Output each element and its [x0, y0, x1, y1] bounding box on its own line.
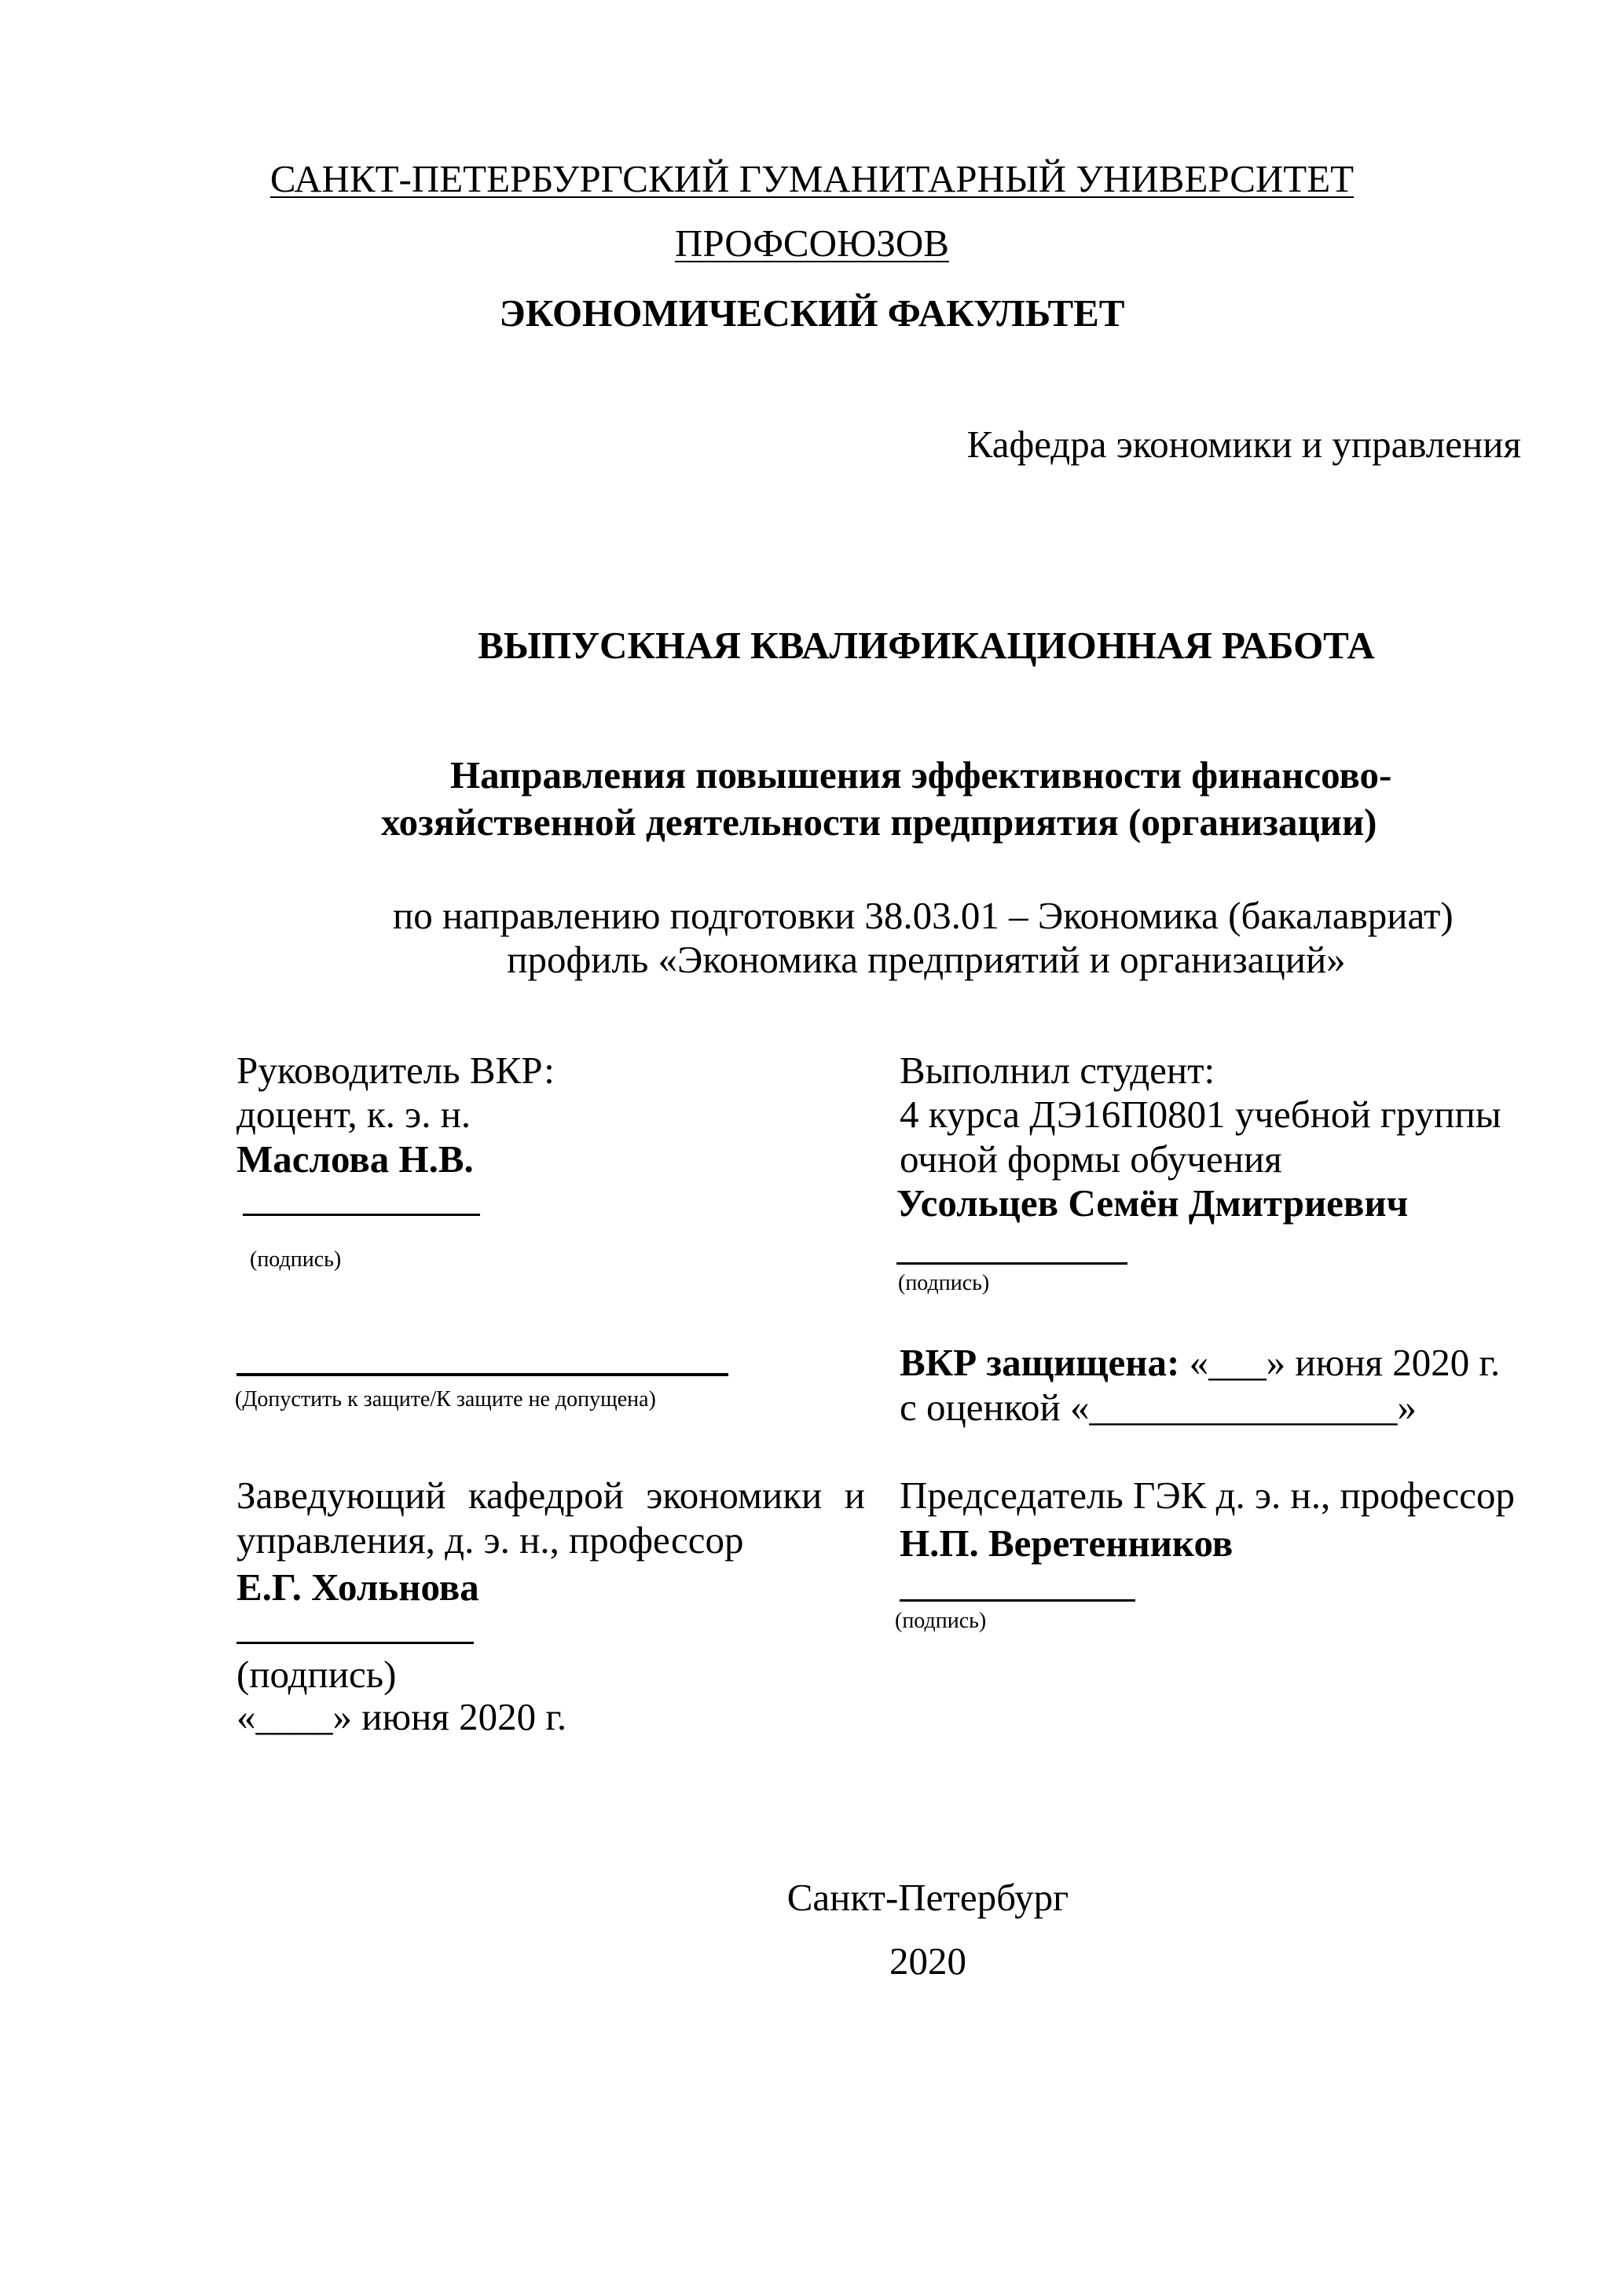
work-title-line2: хозяйственной деятельности предприятия (организации) — [381, 800, 1377, 844]
university-name-line1: САНКТ-ПЕТЕРБУРГСКИЙ ГУМАНИТАРНЫЙ УНИВЕРСИТЕТ — [269, 157, 1355, 200]
university-name-line2: ПРОФСОЮЗОВ — [675, 222, 949, 265]
chair-name: Н.П. Веретенников — [900, 1522, 1234, 1565]
student-signature-caption: (подпись) — [898, 1271, 990, 1295]
head-signature-line — [236, 1642, 474, 1644]
supervisor-degree: доцент, к. э. н. — [236, 1093, 471, 1136]
head-position-line1: Заведующий кафедрой экономики и — [236, 1474, 865, 1517]
admission-line — [236, 1373, 728, 1376]
city: Санкт-Петербург — [786, 1876, 1069, 1919]
student-group: 4 курса ДЭ16П0801 учебной группы — [900, 1093, 1501, 1136]
defense-grade: с оценкой «________________» — [900, 1386, 1417, 1429]
student-label: Выполнил студент: — [900, 1049, 1215, 1092]
year: 2020 — [889, 1939, 966, 1983]
supervisor-label: Руководитель ВКР: — [236, 1049, 555, 1092]
student-study-form: очной формы обучения — [900, 1137, 1282, 1181]
defense-line — [900, 1341, 1500, 1385]
work-type: ВЫПУСКНАЯ КВАЛИФИКАЦИОННАЯ РАБОТА — [478, 624, 1375, 667]
department-name: Кафедра экономики и управления — [966, 423, 1521, 466]
defense-date: «___» июня 2020 г. — [1179, 1341, 1501, 1384]
faculty-name: ЭКОНОМИЧЕСКИЙ ФАКУЛЬТЕТ — [499, 291, 1125, 335]
study-profile: профиль «Экономика предприятий и организаций» — [507, 938, 1346, 981]
supervisor-name: Маслова Н.В. — [236, 1137, 474, 1181]
head-date: «____» июня 2020 г. — [236, 1695, 567, 1738]
head-signature-caption: (подпись) — [236, 1653, 397, 1696]
chair-signature-caption: (подпись) — [895, 1609, 987, 1633]
chair-signature-line — [900, 1599, 1135, 1602]
head-position-line2: управления, д. э. н., профессор — [236, 1518, 744, 1562]
work-title-line1: Направления повышения эффективности финансово- — [450, 753, 1392, 796]
study-direction: по направлению подготовки 38.03.01 – Экономика (бакалавриат) — [393, 894, 1454, 937]
supervisor-signature-caption: (подпись) — [250, 1247, 342, 1272]
admission-caption: (Допустить к защите/К защите не допущена) — [235, 1387, 656, 1412]
student-name: Усольцев Семён Дмитриевич — [896, 1181, 1409, 1225]
supervisor-signature-line — [243, 1214, 480, 1216]
student-signature-line — [896, 1262, 1127, 1265]
head-name: Е.Г. Хольнова — [236, 1565, 479, 1609]
chair-position: Председатель ГЭК д. э. н., профессор — [900, 1474, 1515, 1517]
defense-label: ВКР защищена: — [900, 1341, 1180, 1384]
